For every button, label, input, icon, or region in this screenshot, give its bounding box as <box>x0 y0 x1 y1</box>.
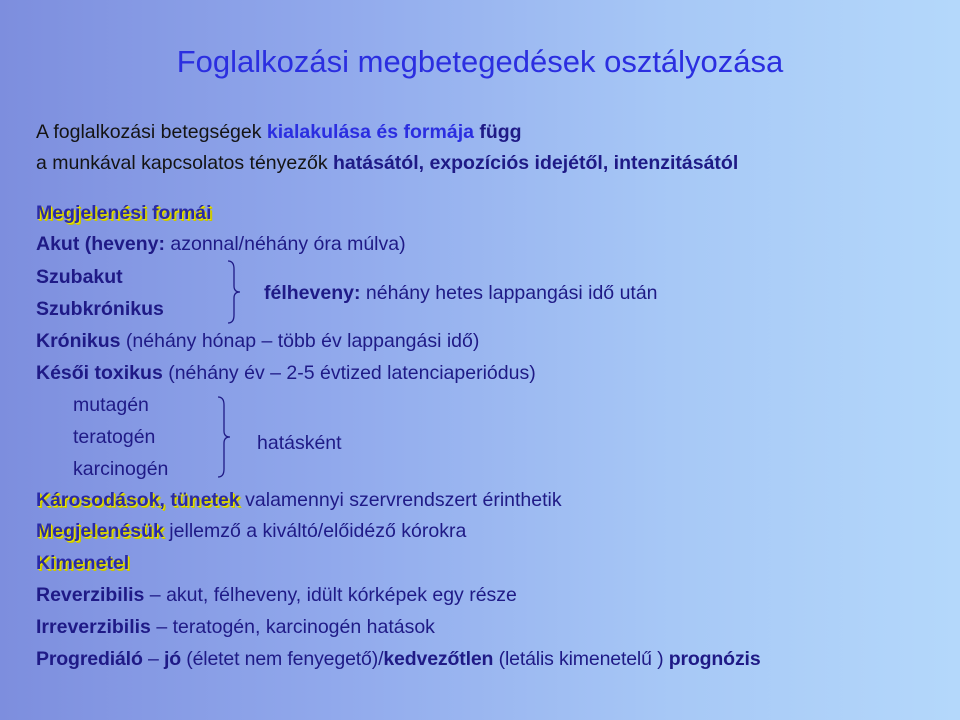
form-term: Késői toxikus <box>36 362 163 384</box>
outcome-good-note: (életet nem fenyegető)/ <box>180 648 384 670</box>
outcome-term: Reverzibilis <box>36 584 145 606</box>
outcome-bad: kedvezőtlen <box>383 648 494 670</box>
section-text: jellemző a kiváltó/előidéző kórokra <box>163 520 467 542</box>
section-heading: Kimenetel <box>36 552 130 574</box>
section-text: valamennyi szervrendszert érinthetik <box>239 489 562 511</box>
outcome-progredialo <box>36 647 761 671</box>
form-description: azonnal/néhány óra múlva) <box>170 233 406 255</box>
form-description: (néhány év – 2-5 évtized latenciaperiódus) <box>162 362 536 384</box>
form-kesoi-toxikus <box>36 361 536 385</box>
appearance-line <box>36 519 466 543</box>
outcome-dash: – <box>142 648 164 670</box>
outcome-good: jó <box>163 648 181 670</box>
effect-teratogen: teratogén <box>73 426 156 448</box>
outcome-description: – teratogén, karcinogén hatások <box>150 616 435 638</box>
outcome-irreverzibilis <box>36 615 435 639</box>
slide-title: Foglalkozási megbetegedések osztályozása <box>176 44 784 79</box>
form-term-note: (heveny: <box>79 233 171 255</box>
form-term: Akut <box>36 233 80 255</box>
effect-hataskent: hatásként <box>257 432 342 454</box>
intro-highlight: kialakulása és formája <box>266 121 474 143</box>
effect-karcinogen: karcinogén <box>73 458 169 480</box>
intro-line-2 <box>36 151 738 175</box>
intro-verb: függ <box>473 121 522 143</box>
outcome-prognosis: prognózis <box>668 648 761 670</box>
right-brace-icon <box>216 395 232 479</box>
outcome-bad-note: (letális kimenetelű ) <box>493 648 669 670</box>
intro-text: A foglalkozási betegségek <box>36 121 267 143</box>
form-description: néhány hetes lappangási idő után <box>365 282 658 304</box>
section-heading: Károsodások, tünetek <box>36 489 240 511</box>
form-term: Krónikus <box>36 330 121 352</box>
form-term: félheveny: <box>264 282 366 304</box>
form-akut <box>36 232 406 256</box>
outcome-heading <box>36 551 129 575</box>
outcome-reverzibilis <box>36 583 517 607</box>
form-szubakut: Szubakut <box>36 266 123 288</box>
intro-line-1 <box>36 120 522 144</box>
effect-mutagen: mutagén <box>73 394 149 416</box>
outcome-term: Progrediáló <box>36 648 143 670</box>
form-szubkronikus: Szubkrónikus <box>36 298 164 320</box>
right-brace-icon <box>226 259 242 325</box>
form-felheveny <box>264 281 658 305</box>
form-kronikus <box>36 329 479 353</box>
outcome-term: Irreverzibilis <box>36 616 151 638</box>
section-heading: Megjelenésük <box>36 520 164 542</box>
section-heading: Megjelenési formái <box>36 202 212 224</box>
form-description: (néhány hónap – több év lappangási idő) <box>120 330 480 352</box>
forms-heading <box>36 201 212 225</box>
intro-text: a munkával kapcsolatos tényezők <box>36 152 333 174</box>
intro-highlight: hatásától, expozíciós idejétől, intenzitásától <box>333 152 739 174</box>
outcome-description: – akut, félheveny, idült kórképek egy része <box>144 584 517 606</box>
damage-line <box>36 488 562 512</box>
